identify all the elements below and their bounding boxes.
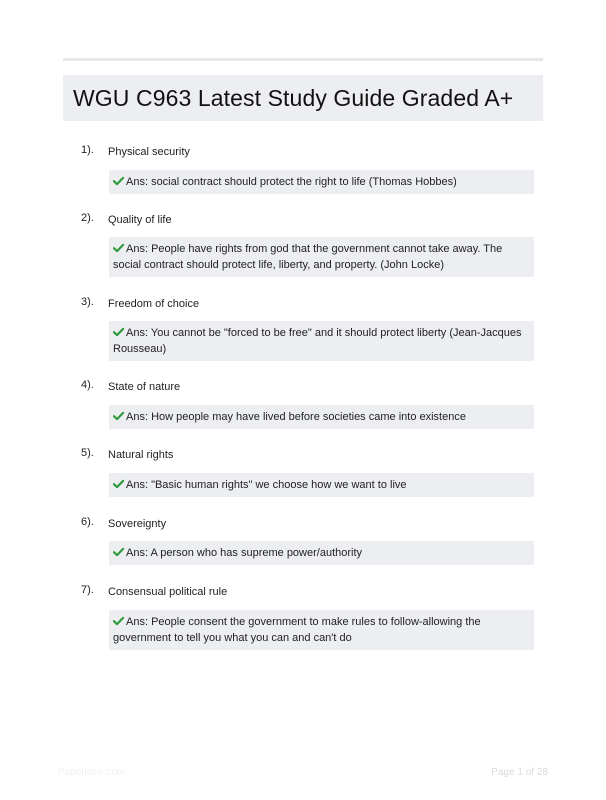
answer-box [109,405,534,429]
answer-box [109,473,534,497]
question-number: 5). [81,447,94,459]
question-number: 2). [81,212,94,224]
question-text: Quality of life [108,214,172,226]
answer-box [109,237,534,277]
answer-text: Ans: You cannot be "forced to be free" and it should protect liberty (Jean-Jacques Rousseau) [113,327,522,355]
footer-watermark: Paperlibre.com [58,767,126,778]
title-banner [63,75,543,121]
check-icon [113,411,124,421]
top-divider [63,58,543,61]
question-number: 1). [81,144,94,156]
answer-text: Ans: social contract should protect the right to life (Thomas Hobbes) [126,176,457,188]
check-icon [113,243,124,253]
answer-text: Ans: "Basic human rights" we choose how we want to live [126,479,407,491]
question-number: 4). [81,379,94,391]
check-icon [113,547,124,557]
question-text: Physical security [108,146,190,158]
document-title: WGU C963 Latest Study Guide Graded A+ [73,84,514,111]
question-text: Freedom of choice [108,298,200,310]
question-text: Natural rights [108,449,174,461]
answer-text: Ans: A person who has supreme power/authority [126,547,363,559]
answer-text: Ans: How people may have lived before societies came into existence [126,411,466,423]
check-icon [113,327,124,337]
question-number: 7). [81,584,94,596]
check-icon [113,479,124,489]
answer-box [109,321,534,361]
question-number: 3). [81,296,94,308]
check-icon [113,176,124,186]
question-text: State of nature [108,381,181,393]
question-text: Sovereignty [108,518,167,530]
page-number: Page 1 of 28 [491,767,548,778]
answer-box [109,170,534,194]
answer-box [109,610,534,650]
answer-text: Ans: People consent the government to make rules to follow-allowing the government to tell you what you can and can't do [113,616,481,644]
answer-box [109,541,534,565]
question-text: Consensual political rule [108,586,228,598]
answer-text: Ans: People have rights from god that the government cannot take away. The social contract should protect life, liberty, and property. (John Locke) [113,243,503,271]
question-number: 6). [81,516,94,528]
check-icon [113,616,124,626]
